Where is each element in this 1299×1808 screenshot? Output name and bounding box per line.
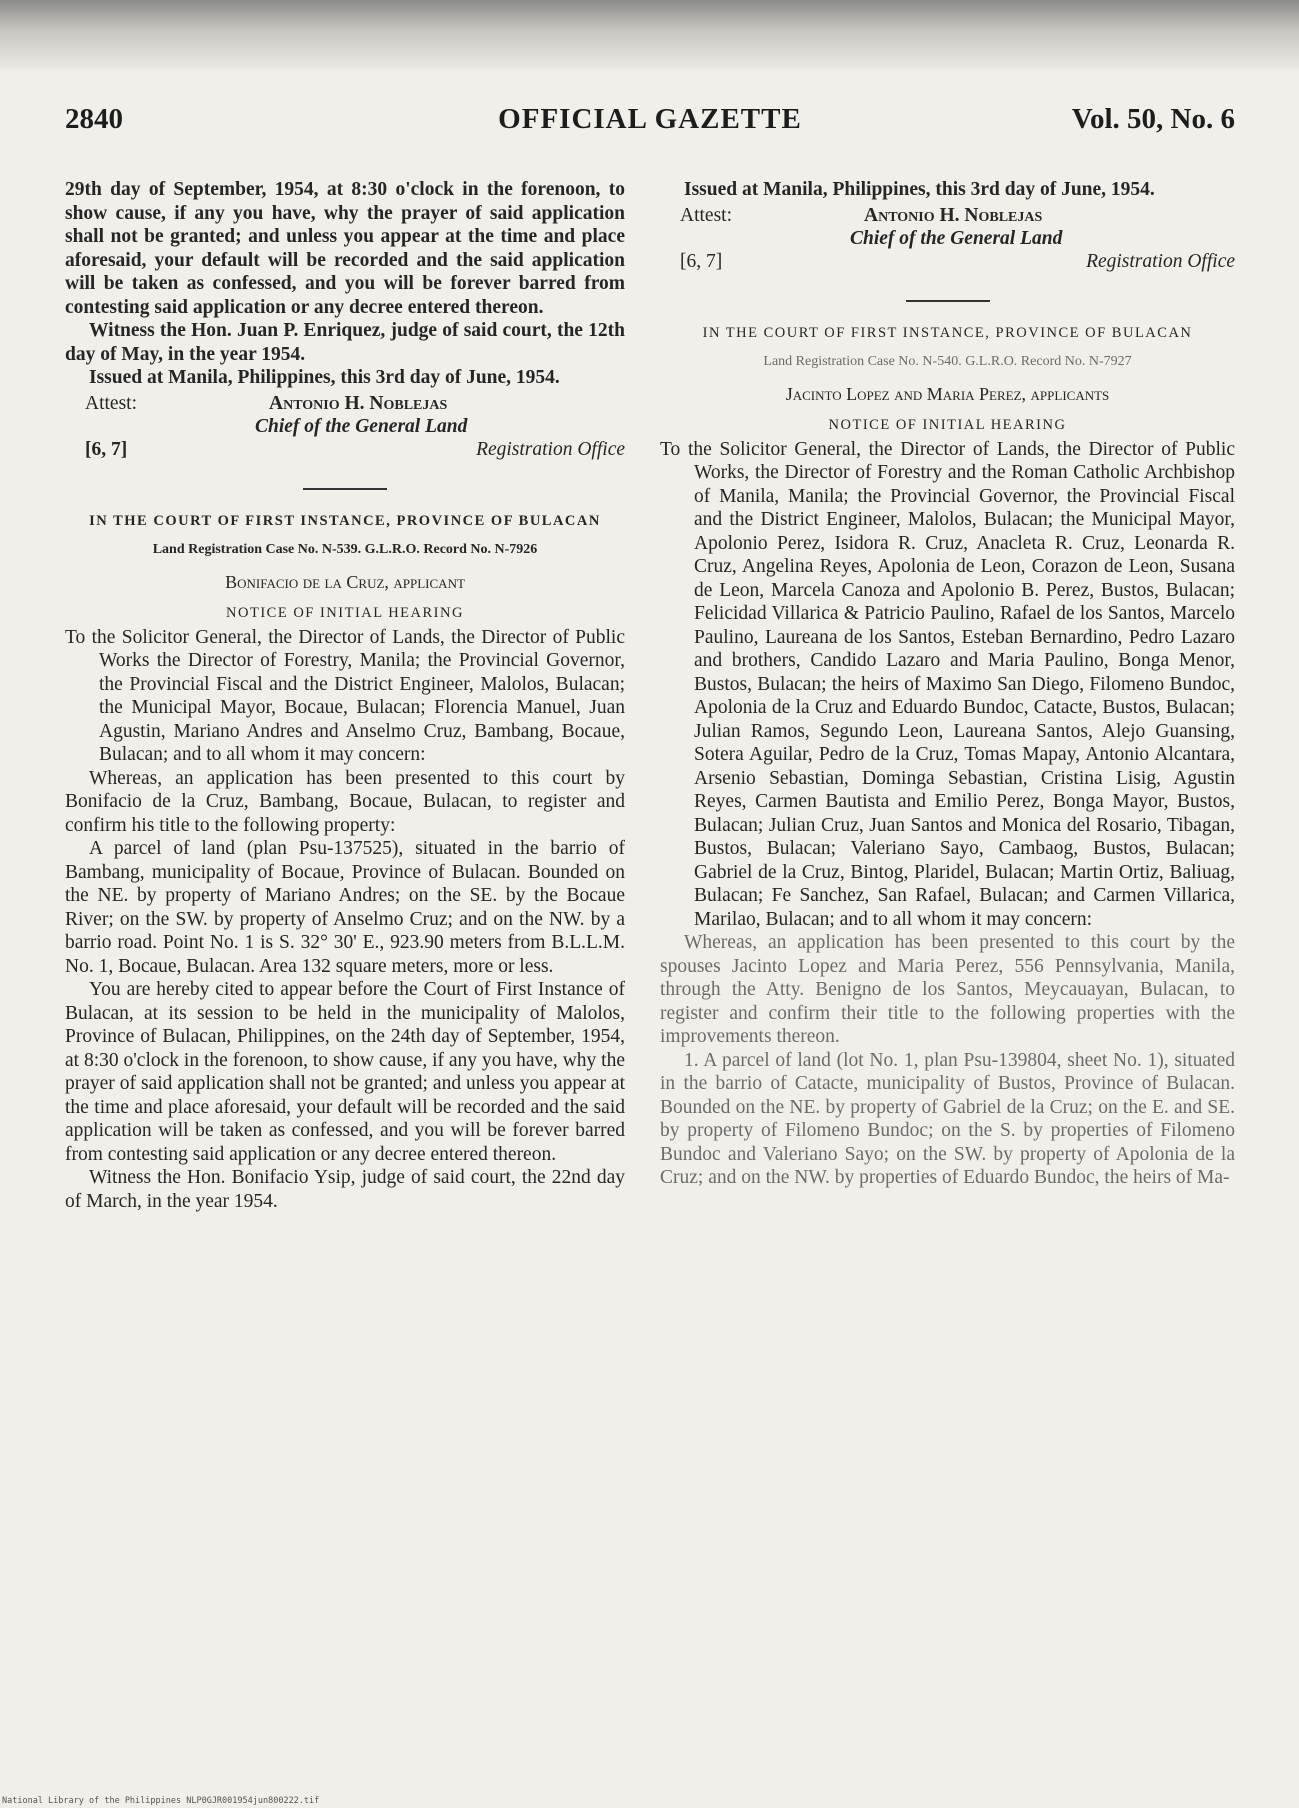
page-number: 2840 (65, 103, 123, 135)
attest-signatory: Antonio H. Noblejas (269, 392, 448, 414)
citation-paragraph: You are hereby cited to appear before the Court of First Instance of Bulacan, at its session to be held in the municipality of Malolos, Province of Bulacan, Philippines, on the 24th day of September, 1954, at 8:30 o'clock in the forenoon, to show cause, if any you have, why the prayer of said application shall not be granted; and unless you appear at the time and place aforesaid, your default will be recorded and the said application will be taken as confessed, and you will be forever barred from contesting said application or any decree entered thereon. (65, 979, 625, 1165)
publication-title: OFFICIAL GAZETTE (498, 103, 802, 135)
notice-continuation: 29th day of September, 1954, at 8:30 o'clock in the forenoon, to show cause, if any you have, why the prayer of said application shall not be granted; and unless you appear at the time and place aforesaid, your default will be recorded and the said application will be taken as confessed, and you will be forever barred from contesting said application or any decree entered thereon. (65, 179, 625, 318)
attest-label: Attest: (85, 392, 137, 414)
issued-clause-right: Issued at Manila, Philippines, this 3rd day of June, 1954. (684, 179, 1155, 200)
parcel-description: A parcel of land (plan Psu-137525), situated in the barrio of Bambang, municipality of Bocaue, Province of Bulacan. Bounded on the NE. by property of Mariano Andres; on the SE. by the Bocaue River; on the SW. by property of Anselmo Cruz; and on the NW. by a barrio road. Point No. 1 is S. 32° 30' E., 923.90 meters from B.L.L.M. No. 1, Bocaue, Bulacan. Area 132 square meters, more or less. (65, 838, 625, 977)
notice-heading-right: NOTICE OF INITIAL HEARING (828, 417, 1067, 433)
court-heading: IN THE COURT OF FIRST INSTANCE, PROVINCE OF BULACAN (89, 512, 601, 529)
attest-title-line1-right: Chief of the General Land (850, 227, 1063, 249)
attestation-block-right (660, 204, 1235, 276)
scan-top-shadow (0, 0, 1299, 70)
attest-title-line1: Chief of the General Land (255, 415, 468, 437)
witness-clause: Witness the Hon. Juan P. Enriquez, judge of said court, the 12th day of May, in the year 1954. (65, 320, 625, 365)
issued-clause: Issued at Manila, Philippines, this 3rd day of June, 1954. (89, 367, 560, 388)
section-divider (303, 488, 387, 490)
volume-number: Vol. 50, No. 6 (1071, 103, 1235, 135)
issue-reference-right: [6, 7] (680, 250, 723, 272)
attest-signatory-right: Antonio H. Noblejas (864, 204, 1043, 226)
case-number: Land Registration Case No. N-539. G.L.R.O. Record No. N-7926 (152, 541, 538, 557)
attestation-block (65, 392, 625, 464)
case-number-right: Land Registration Case No. N-540. G.L.R.O. Record No. N-7927 (763, 353, 1132, 369)
parcel-description-right: 1. A parcel of land (lot No. 1, plan Psu-139804, sheet No. 1), situated in the barrio of Catacte, municipality of Bustos, Province of Bulacan. Bounded on the NE. by property of Gabriel de la Cruz; on the E. and SE. by property of Filomeno Bundoc; on the S. by properties of Filomeno Bundoc and Valeriano Sayo; on the SW. by property of Apolonia de la Cruz; and on the NW. by properties of Eduardo Bundoc, the heirs of Ma- (660, 1049, 1235, 1188)
right-column (660, 178, 1235, 1190)
attest-label-right: Attest: (680, 204, 732, 226)
court-heading-right: IN THE COURT OF FIRST INSTANCE, PROVINCE OF BULACAN (702, 324, 1193, 341)
scan-footer: National Library of the Philippines NLP0GJR001954jun800222.tif (2, 1796, 320, 1806)
addressees-paragraph: To the Solicitor General, the Director of Lands, the Director of Public Works the Director of Forestry, Manila; the Provincial Governor, the Provincial Fiscal and the District Engineer, Malolos, Bulacan; the Municipal Mayor, Bocaue, Bulacan; Florencia Manuel, Juan Agustin, Mariano Andres and Anselmo Cruz, Bambang, Bocaue, Bulacan; and to all whom it may concern: (65, 626, 625, 765)
whereas-paragraph: Whereas, an application has been presented to this court by Bonifacio de la Cruz, Bambang, Bocaue, Bulacan, to register and confirm his title to the following property: (65, 767, 625, 836)
attest-title-line2: Registration Office (476, 438, 625, 460)
section-divider-right (906, 300, 990, 302)
applicant-names-right: Jacinto Lopez and Maria Perez, applicants (785, 383, 1110, 404)
page-header (65, 103, 1235, 143)
witness-clause-2: Witness the Hon. Bonifacio Ysip, judge of said court, the 22nd day of March, in the year 1954. (65, 1167, 625, 1212)
addressees-paragraph-right: To the Solicitor General, the Director of Lands, the Director of Public Works, the Director of Forestry and the Roman Catholic Archbishop of Manila, Manila; the Provincial Governor, the Provincial Fiscal and the District Engineer, Malolos, Bulacan; the Municipal Mayor, Apolonio Perez, Isidora R. Cruz, Anacleta R. Cruz, Leonarda R. Cruz, Angelina Reyes, Apolonia de Leon, Corazon de Leon, Susana de Leon, Marcela Canoza and Apolonio B. Perez, Bustos, Bulacan; Felicidad Villarica & Patricio Paulino, Rafael de los Santos, Marcelo Paulino, Laureana de los Santos, Esteban Bernardino, Pedro Lazaro and brothers, Candido Lazaro and Maria Paulino, Bonga Menor, Bustos, Bulacan; the heirs of Maximo San Diego, Filomeno Bundoc, Apolonia de la Cruz and Eduardo Bundoc, Catacte, Bustos, Bulacan; Julian Ramos, Segundo Leon, Laureana Santos, Alejo Guansing, Sotera Aguilar, Pedro de la Cruz, Tomas Mapay, Antonio Alcantara, Arsenio Sebastian, Dominga Sebastian, Cristina Lisig, Agustin Reyes, Carmen Bautista and Emilio Perez, Bonga Mayor, Bustos, Bulacan; Julian Cruz, Juan Santos and Monica del Rosario, Tibagan, Bustos, Bulacan; Valeriano Sayo, Cambaog, Bustos, Bulacan; Gabriel de la Cruz, Bintog, Plaridel, Bulacan; Martin Ortiz, Baliuag, Bulacan; Fe Sanchez, San Rafael, Bulacan; and Carmen Villarica, Marilao, Bulacan; and to all whom it may concern: (660, 438, 1235, 930)
left-column (65, 178, 625, 1213)
applicant-name: Bonifacio de la Cruz, applicant (225, 571, 465, 592)
attest-title-line2-right: Registration Office (1086, 250, 1235, 272)
issue-reference: [6, 7] (85, 438, 128, 460)
whereas-paragraph-right: Whereas, an application has been presented to this court by the spouses Jacinto Lopez and Maria Perez, 556 Pennsylvania, Manila, through the Atty. Benigno de los Santos, Meycauayan, Bulacan, to register and confirm their title to the following properties with the improvements thereon. (660, 932, 1235, 1047)
notice-heading: NOTICE OF INITIAL HEARING (226, 605, 464, 621)
